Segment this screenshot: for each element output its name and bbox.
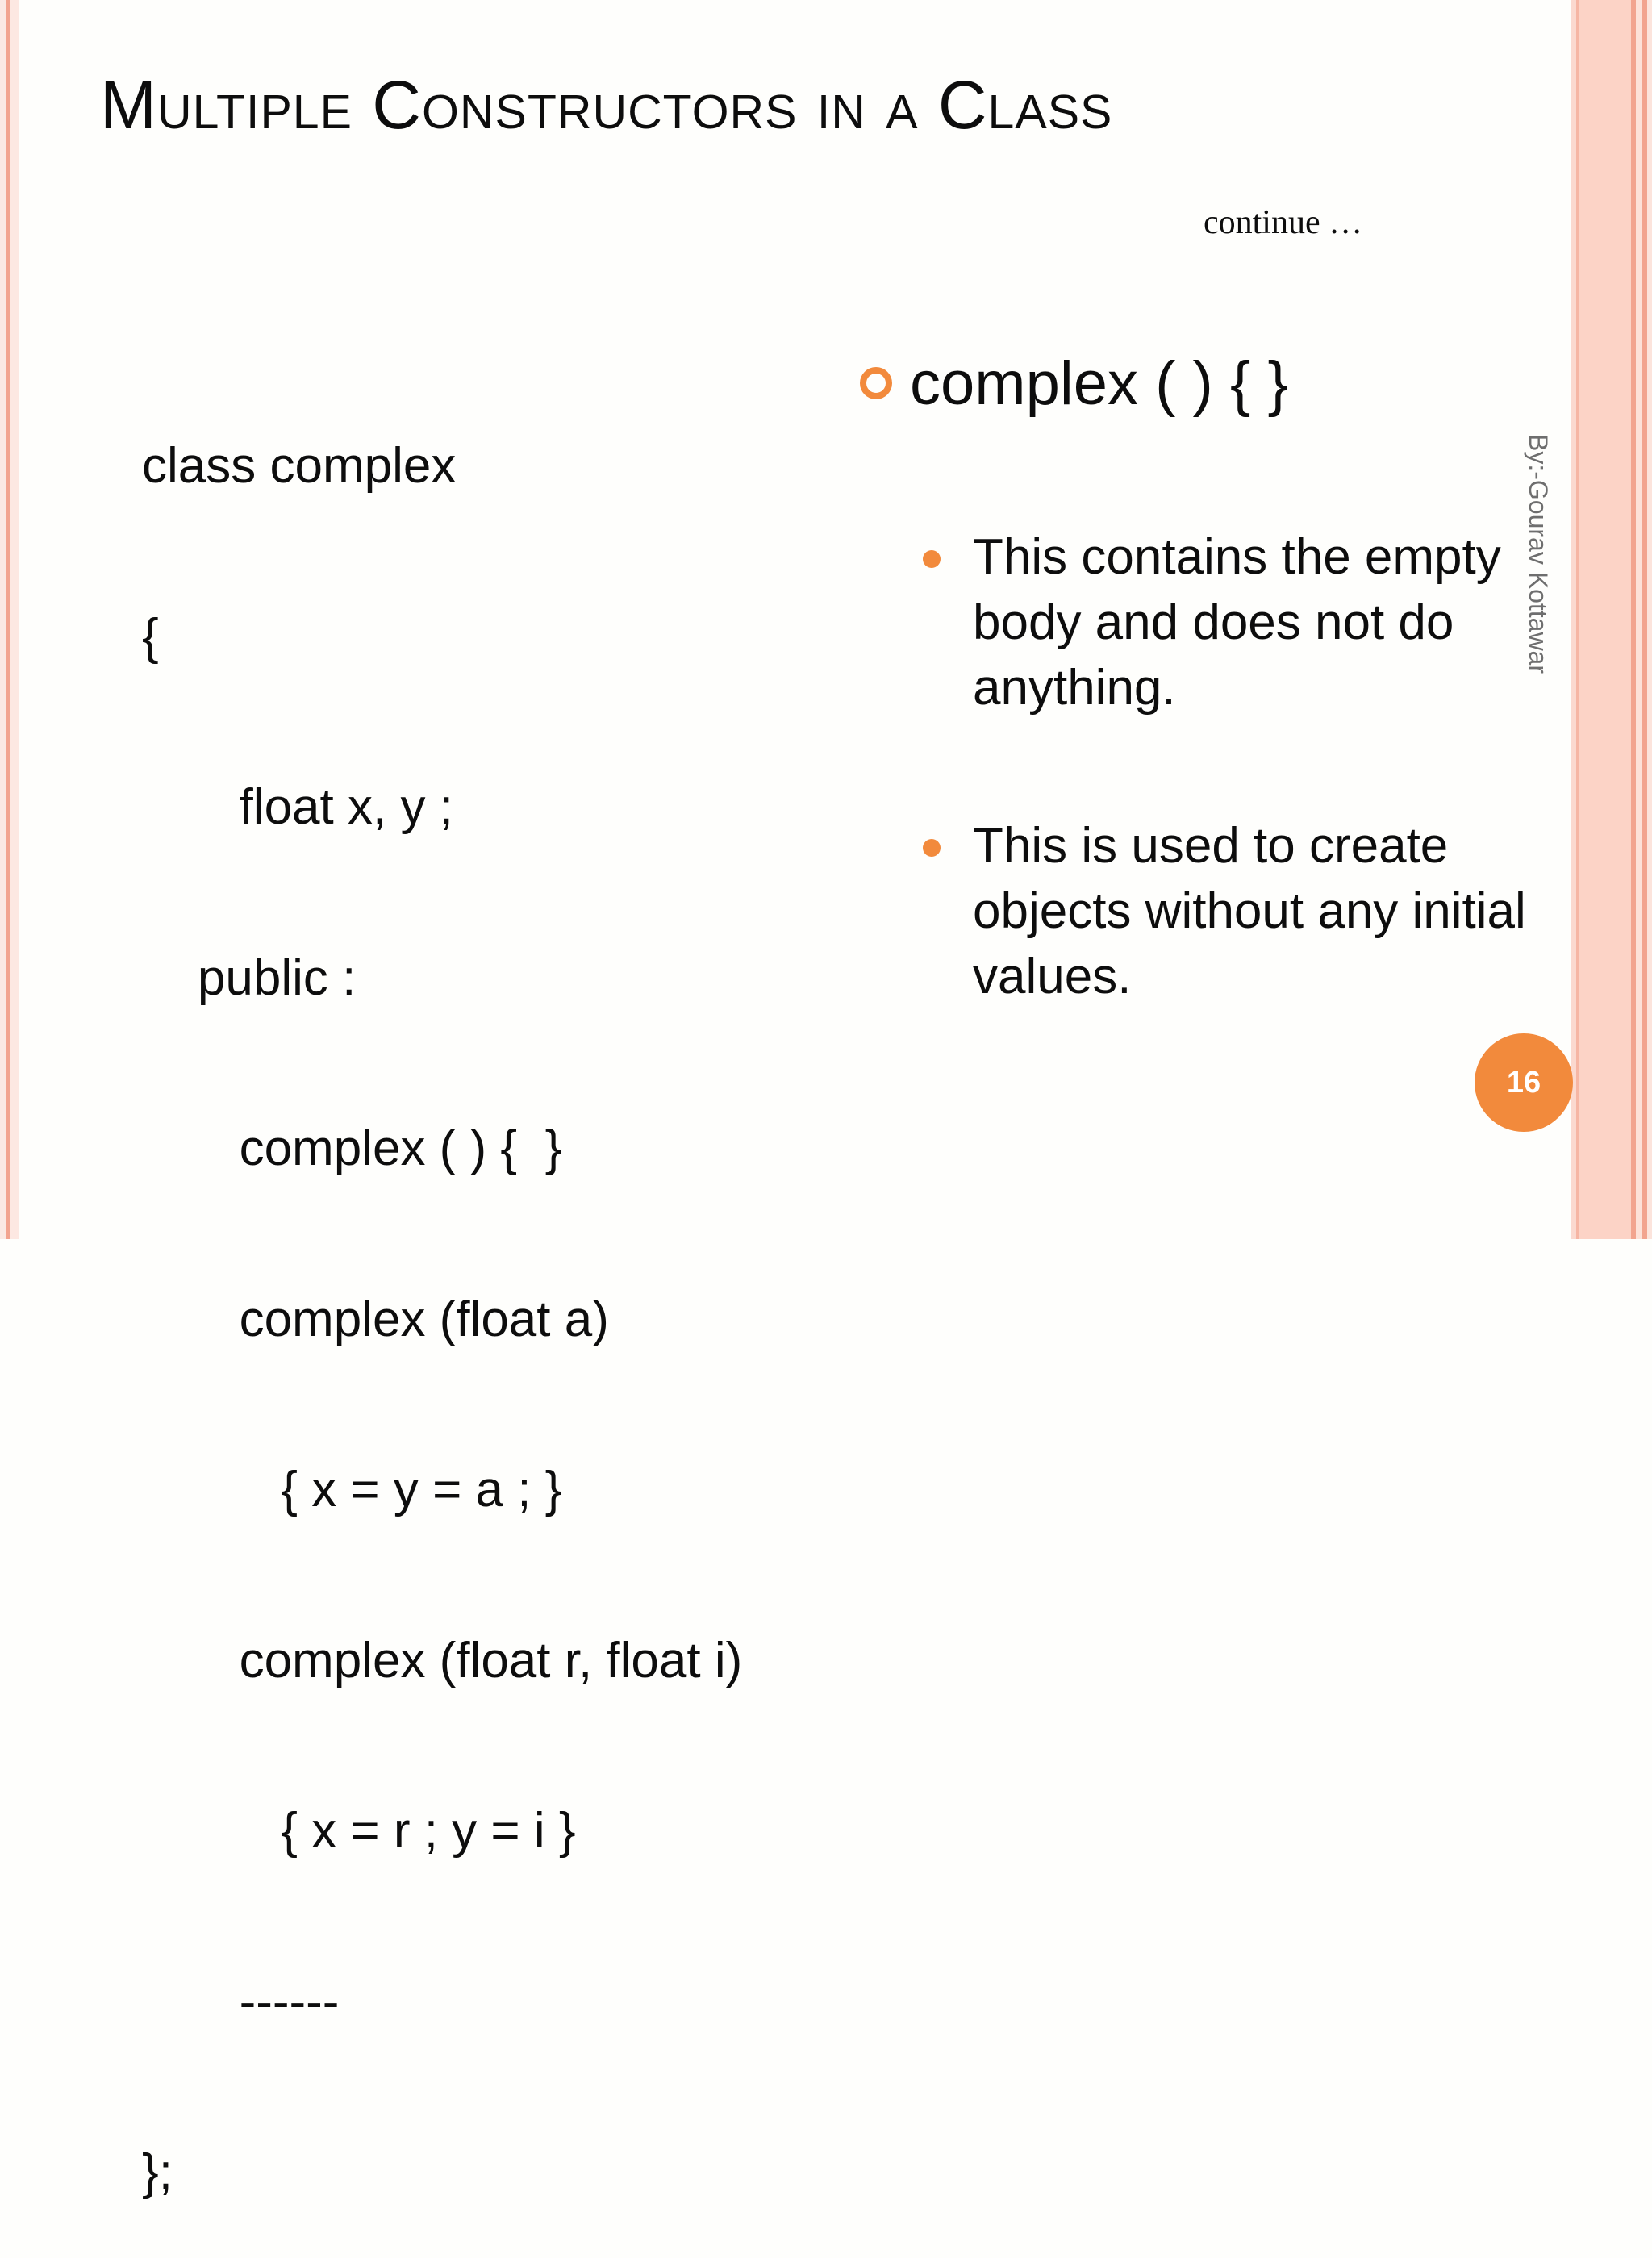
code-line: complex (float r, float i): [142, 1632, 743, 1688]
dot-bullet-icon: [923, 550, 941, 568]
sub-bullet-text: This is used to create objects without any initial values.: [973, 818, 1526, 1004]
code-line: complex ( ) { }: [142, 1121, 562, 1176]
main-bullet: [860, 347, 1288, 419]
code-line: { x = y = a ; }: [142, 1462, 562, 1517]
code-line: { x = r ; y = i }: [142, 1803, 576, 1859]
sub-bullet: [923, 524, 1592, 720]
sub-bullet-text: This contains the empty body and does not do anything.: [973, 529, 1501, 716]
code-line: public :: [142, 950, 357, 1006]
code-line: class complex: [142, 438, 457, 494]
code-line: complex (float a): [142, 1291, 609, 1347]
code-line: ------: [142, 1973, 340, 2030]
code-line: {: [142, 608, 159, 665]
slide-title: Multiple Constructors in a Class: [100, 67, 1113, 143]
code-line: };: [142, 2144, 173, 2200]
continue-label: continue …: [1204, 204, 1363, 241]
sub-bullet: [923, 813, 1592, 1009]
ring-bullet-icon: [860, 367, 892, 399]
code-block: [142, 324, 742, 2258]
code-line: float x, y ;: [142, 779, 453, 835]
page-number-badge: 16: [1475, 1033, 1573, 1132]
main-bullet-text: complex ( ) { }: [910, 349, 1288, 418]
dot-bullet-icon: [923, 839, 941, 857]
author-credit: By:-Gourav Kottawar: [1524, 434, 1553, 674]
left-border-decoration: [0, 0, 19, 1239]
